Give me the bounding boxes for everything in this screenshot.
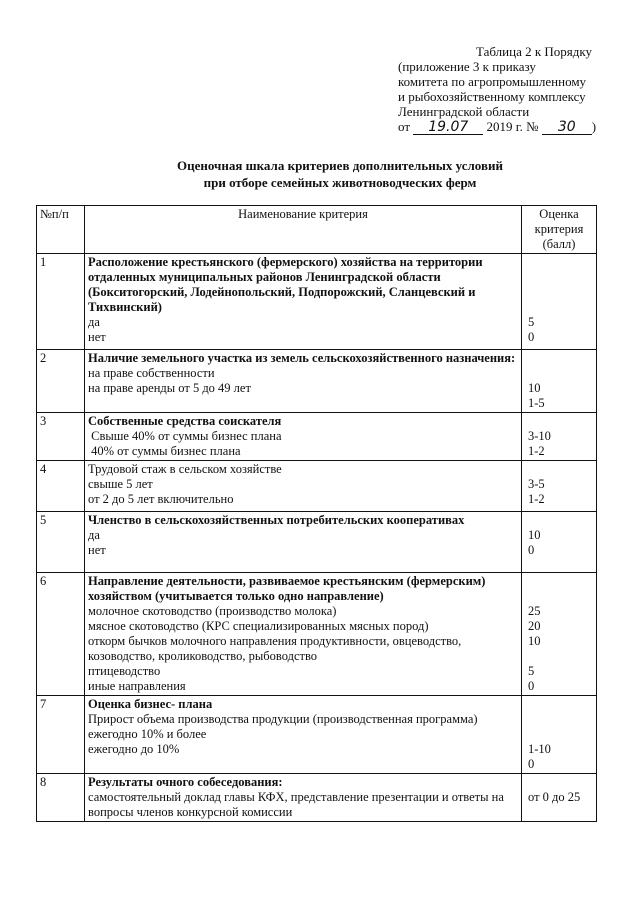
score-cell (522, 774, 597, 822)
option-label: откорм бычков молочного направления продуктивности, овцеводство, козоводство, кролиководство, рыбоводство (88, 634, 465, 663)
option-label: птицеводство (88, 664, 161, 678)
option-label: ежегодно до 10% (88, 742, 180, 756)
criterion-cell (85, 512, 522, 573)
table-row (37, 254, 597, 350)
criterion-title: Трудовой стаж в сельском хозяйстве (88, 462, 282, 476)
option-label: ежегодно 10% и более (88, 727, 207, 741)
score-cell (522, 254, 597, 350)
table-row (37, 573, 597, 696)
order-appendix-header (398, 44, 630, 135)
option-label: мясное скотоводство (КРС специализированных мясных пород) (88, 619, 429, 633)
option-label: нет (88, 330, 106, 344)
row-number: 5 (37, 512, 85, 573)
criterion-title: Наличие земельного участка из земель сельскохозяйственного назначения: (88, 351, 516, 365)
option-score: 10 (528, 381, 541, 395)
criterion-cell (85, 350, 522, 413)
criterion-title: Расположение крестьянского (фермерского) хозяйства на территории отдаленных муниципальных районов Ленинградской области (Бокситогорский, Лодейнопольский, Подпорожский, Сланцевский и Тихвинский) (88, 255, 483, 314)
option-score: 5 (528, 315, 535, 329)
criterion-title: Членство в сельскохозяйственных потребительских кооперативах (88, 513, 465, 527)
option-label: самостоятельный доклад главы КФХ, представление презентации и ответы на вопросы членов конкурсной комиссии (88, 790, 508, 819)
option-score: 1-10 (528, 742, 551, 756)
criterion-title: Собственные средства соискателя (88, 414, 282, 428)
table-row (37, 696, 597, 774)
row-number: 2 (37, 350, 85, 413)
criterion-cell (85, 413, 522, 461)
option-score: 10 (528, 528, 541, 542)
table-row (37, 774, 597, 822)
option-score: 10 (528, 634, 541, 648)
table-header-row (37, 206, 597, 254)
table-row (37, 350, 597, 413)
option-label: на праве собственности (88, 366, 215, 380)
score-cell (522, 573, 597, 696)
header-line-2: (приложение 3 к приказу (398, 59, 536, 74)
closing-paren: ) (591, 119, 597, 134)
score-cell (522, 461, 597, 512)
header-line-5: Ленинградской области (398, 104, 530, 119)
option-score: 1-2 (528, 492, 545, 506)
option-score: 1-2 (528, 444, 545, 458)
criteria-body (37, 254, 597, 822)
row-number: 3 (37, 413, 85, 461)
title-line-1: Оценочная шкала критериев дополнительных условий (177, 158, 503, 173)
handwritten-number: 30 (542, 121, 592, 135)
criterion-cell (85, 774, 522, 822)
criteria-table (36, 205, 597, 822)
option-label: да (88, 315, 100, 329)
criterion-subtitle: Прирост объема производства продукции (производственная программа) (88, 712, 478, 726)
option-label: иные направления (88, 679, 186, 693)
option-label: на праве аренды от 5 до 49 лет (88, 381, 251, 395)
option-label: нет (88, 543, 106, 557)
option-score: 1-5 (528, 396, 545, 410)
header-date-line (398, 119, 630, 135)
option-score: 5 (528, 664, 535, 678)
option-score: 0 (528, 330, 535, 344)
score-cell (522, 512, 597, 573)
date-prefix: от (398, 119, 411, 134)
table-row (37, 512, 597, 573)
score-cell (522, 413, 597, 461)
option-score: 25 (528, 604, 541, 618)
header-line-3: комитета по агропромышленному (398, 74, 587, 89)
document-title (60, 157, 620, 191)
year-number: 2019 г. № (486, 119, 539, 134)
table-row (37, 461, 597, 512)
score-cell (522, 696, 597, 774)
option-label: от 2 до 5 лет включительно (88, 492, 234, 506)
handwritten-date: 19.07 (413, 121, 483, 135)
criterion-cell (85, 461, 522, 512)
row-number: 4 (37, 461, 85, 512)
header-line-4: и рыбохозяйственному комплексу (398, 89, 586, 104)
option-score: 3-5 (528, 477, 545, 491)
option-score: 20 (528, 619, 541, 633)
option-label: да (88, 528, 100, 542)
option-score: 0 (528, 543, 535, 557)
option-label: молочное скотоводство (производство молока) (88, 604, 337, 618)
row-number: 1 (37, 254, 85, 350)
header-num: №п/п (37, 206, 85, 254)
option-label: 40% от суммы бизнес плана (88, 444, 241, 458)
option-label: Свыше 40% от суммы бизнес плана (88, 429, 282, 443)
row-number: 8 (37, 774, 85, 822)
criterion-cell (85, 696, 522, 774)
option-score: 3-10 (528, 429, 551, 443)
header-name: Наименование критерия (85, 206, 522, 254)
title-line-2: при отборе семейных животноводческих ферм (203, 175, 477, 190)
criterion-title: Оценка бизнес- плана (88, 697, 213, 711)
header-score: Оценка критерия (балл) (522, 206, 597, 254)
row-number: 7 (37, 696, 85, 774)
option-score: от 0 до 25 (528, 790, 581, 804)
criterion-title: Результаты очного собеседования: (88, 775, 283, 789)
header-line-1: Таблица 2 к Порядку (476, 44, 593, 59)
score-cell (522, 350, 597, 413)
option-label: свыше 5 лет (88, 477, 153, 491)
criterion-cell (85, 573, 522, 696)
criterion-cell (85, 254, 522, 350)
option-score: 0 (528, 679, 535, 693)
option-score: 0 (528, 757, 535, 771)
criterion-title: Направление деятельности, развиваемое крестьянским (фермерским) хозяйством (учитывается только одно направление) (88, 574, 486, 603)
table-row (37, 413, 597, 461)
row-number: 6 (37, 573, 85, 696)
